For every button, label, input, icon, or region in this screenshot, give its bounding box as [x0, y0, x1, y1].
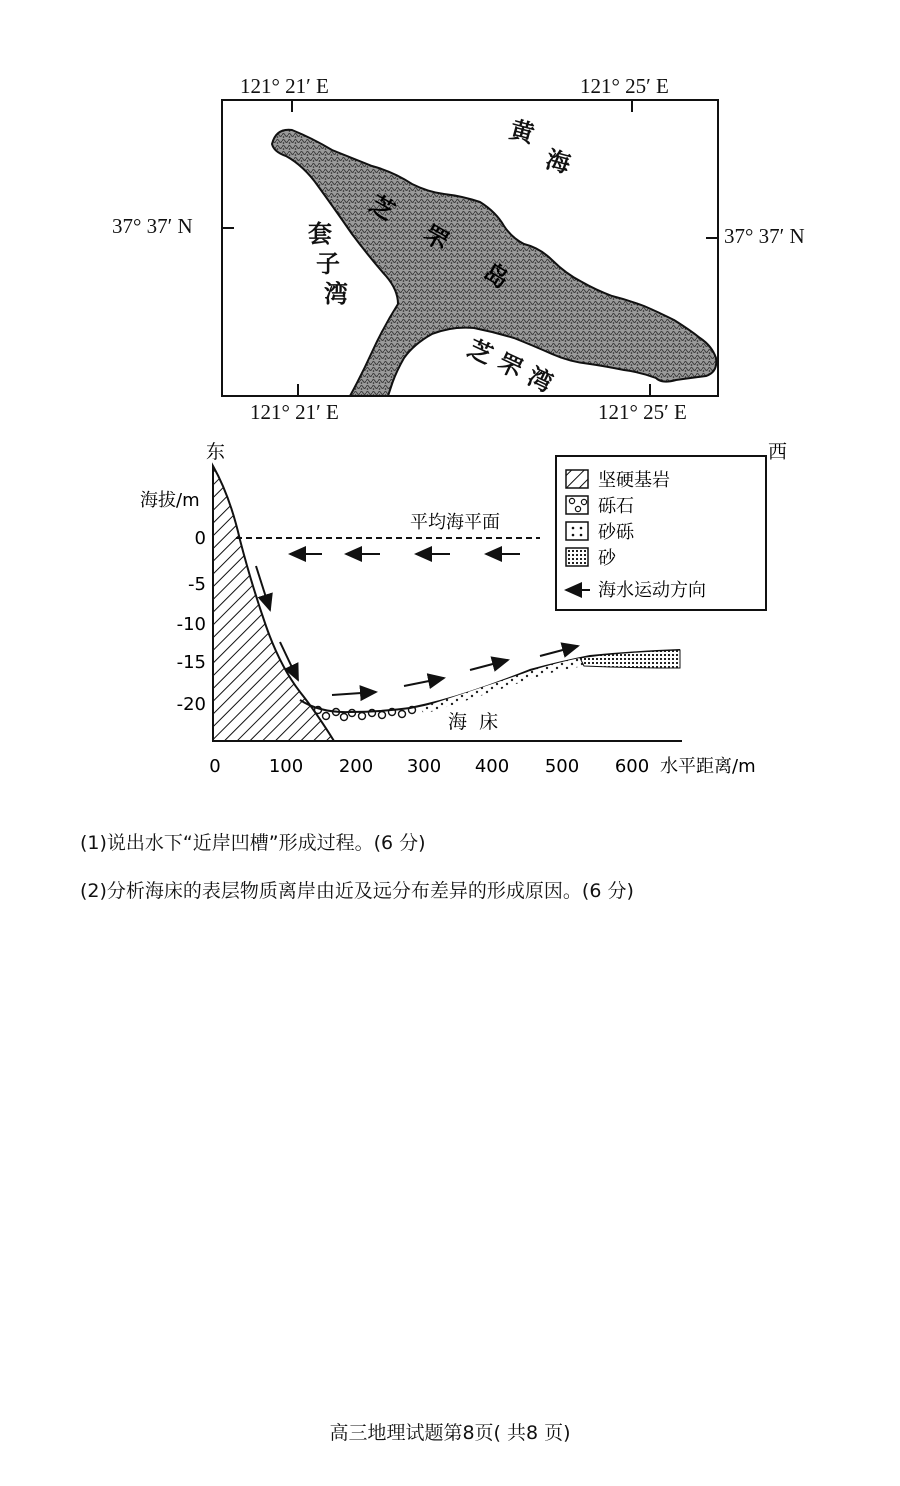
label-zhifu-bay-3: 湾: [523, 362, 557, 398]
x-tick-500: 500: [544, 756, 580, 777]
map-coord-top-left: 121° 21′ E: [240, 74, 329, 98]
label-zhifu-island-3: 岛: [478, 257, 514, 295]
y-tick-0: 0: [194, 528, 206, 549]
legend-label-sand: 砂: [598, 548, 616, 569]
legend-swatch-bedrock: [566, 470, 588, 488]
legend-label-flow: 海水运动方向: [598, 580, 706, 601]
x-tick-200: 200: [338, 756, 374, 777]
x-tick-100: 100: [268, 756, 304, 777]
page-footer: 高三地理试题第8页( 共8 页): [329, 1422, 571, 1444]
legend-swatch-sand: [566, 548, 588, 566]
legend-label-sandy-gravel: 砂砾: [598, 522, 634, 543]
question-1: (1)说出水下“近岸凹槽”形成过程。(6 分): [80, 832, 426, 854]
map-coord-top-right: 121° 25′ E: [580, 74, 669, 98]
label-taozi-bay-1: 套: [308, 220, 332, 248]
legend-swatch-sandy-gravel: [566, 522, 588, 540]
legend: [556, 456, 766, 610]
x-axis-label: 水平距离/m: [660, 756, 756, 777]
label-west: 西: [768, 441, 788, 463]
legend-label-gravel: 砾石: [598, 496, 634, 517]
label-zhifu-island-1: 芝: [364, 189, 400, 227]
map-coord-bottom-left: 121° 21′ E: [250, 400, 339, 424]
label-zhifu-bay-1: 芝: [463, 334, 497, 370]
label-taozi-bay-2: 子: [316, 250, 340, 278]
question-2: (2)分析海床的表层物质离岸由近及远分布差异的形成原因。(6 分): [80, 880, 634, 902]
label-yellow-sea-2: 海: [542, 145, 574, 179]
map-coord-left-lat: 37° 37′ N: [112, 214, 193, 238]
x-tick-300: 300: [406, 756, 442, 777]
sand-deposit: [580, 650, 680, 668]
y-tick-20: -20: [176, 694, 206, 715]
label-taozi-bay-3: 湾: [324, 280, 348, 308]
x-tick-0: 0: [209, 756, 221, 777]
y-axis-label: 海拔/m: [140, 490, 200, 511]
bedrock-cliff: [213, 466, 334, 741]
x-tick-600: 600: [614, 756, 650, 777]
y-tick-5: -5: [188, 574, 206, 595]
label-zhifu-bay-2: 罘: [493, 348, 527, 384]
x-tick-400: 400: [474, 756, 510, 777]
map-coord-bottom-right: 121° 25′ E: [598, 400, 687, 424]
label-east: 东: [206, 441, 226, 463]
label-yellow-sea-1: 黄: [506, 115, 538, 149]
mean-sea-level-label: 平均海平面: [410, 512, 500, 533]
y-tick-10: -10: [176, 614, 206, 635]
cross-section-diagram: [0, 430, 900, 790]
zhifu-island-map: [0, 0, 900, 440]
label-zhifu-island-2: 罘: [418, 219, 454, 257]
y-tick-15: -15: [176, 652, 206, 673]
sandy-gravel-deposit: [420, 658, 584, 714]
seabed-label: 海 床: [448, 711, 499, 733]
map-coord-right-lat: 37° 37′ N: [724, 224, 805, 248]
legend-label-bedrock: 坚硬基岩: [598, 470, 670, 491]
